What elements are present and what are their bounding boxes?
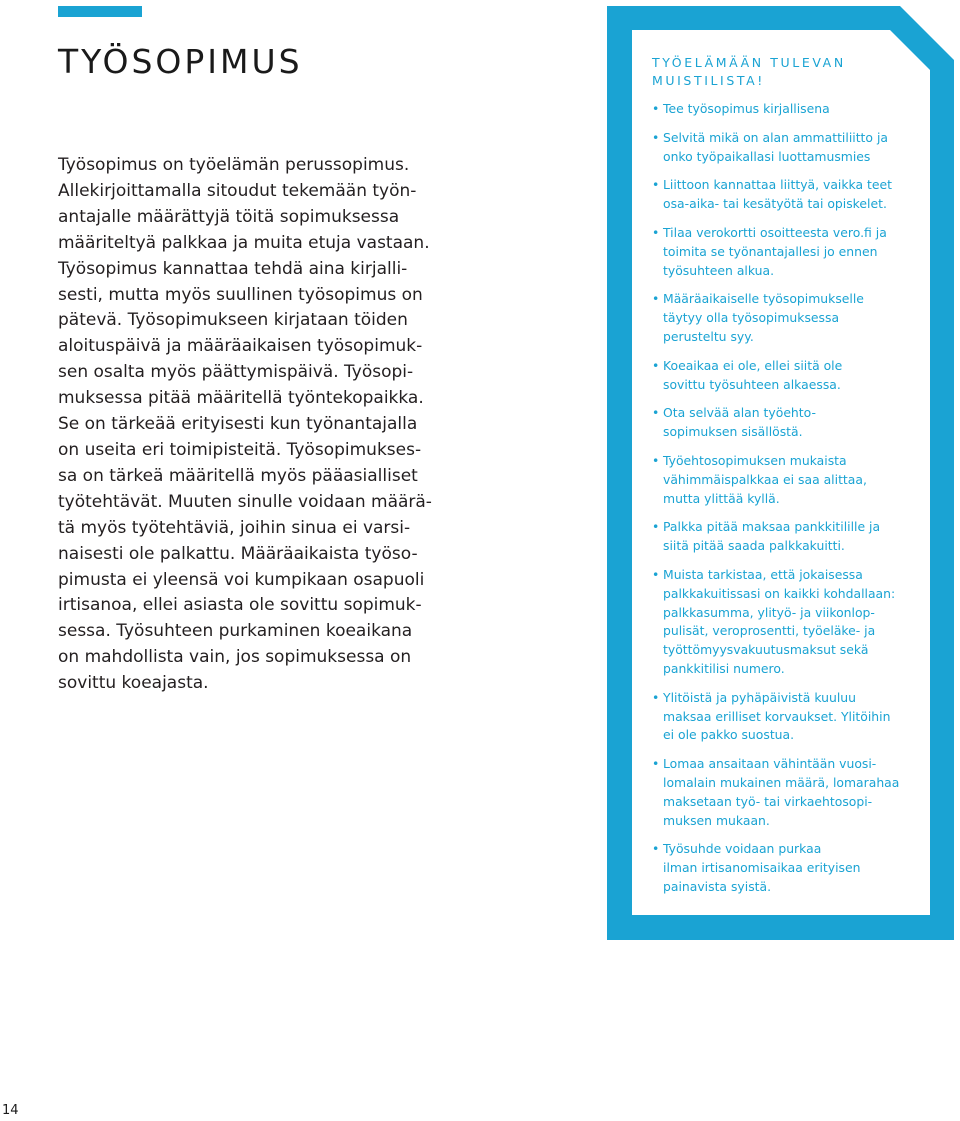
- body-paragraph: Työsopimus on työelämän perussopimus. Allekirjoittamalla sitoudut tekemään työn- antajalle määrättyjä töitä sopimuksessa määriteltyä palkkaa ja muita etuja vastaan. Työsopimus kannattaa tehdä aina kirjalli- sesti, mutta myös suullinen työsopimus on pätevä. Työsopimukseen kirjataan töiden aloituspäivä ja määräaikaisen työsopimuk- sen osalta myös päättymispäivä. Työsopi- muksessa pitää määritellä työntekopaikka. Se on tärkeää erityisesti kun työnantajalla on useita eri toimipisteitä. Työsopimukses- sa on tärkeä määritellä myös pääasialliset työtehtävät. Muuten sinulle voidaan määrä- tä myös työtehtäviä, joihin sinua ei varsi- naisesti ole palkattu. Määräaikaista työso- pimusta ei yleensä voi kumpikaan osapuoli irtisanoa, ellei asiasta ole sovittu sopimuk- sessa. Työsuhteen purkaminen koeaikana on mahdollista vain, jos sopimuksessa on sovittu koeajasta.: [58, 155, 432, 694]
- checklist-item-text: Työsuhde voidaan purkaa ilman irtisanomisaikaa erityisen painavista syistä.: [663, 841, 861, 894]
- checklist-item-text: Tilaa verokortti osoitteesta vero.fi ja toimita se työnantajallesi jo ennen työsuhteen alkua.: [663, 224, 887, 278]
- bullet-icon: •: [652, 357, 660, 373]
- bullet-icon: •: [652, 452, 660, 468]
- checklist-item-text: Koeaikaa ei ole, ellei siitä ole sovittu työsuhteen alkaessa.: [663, 357, 843, 392]
- checklist-item: [652, 176, 912, 214]
- checklist-item: [652, 129, 912, 167]
- title-accent-bar: [58, 6, 142, 17]
- checklist-item: [652, 755, 912, 830]
- checklist-item-text: Ota selvää alan työehto- sopimuksen sisällöstä.: [663, 405, 816, 440]
- checklist-item: [652, 357, 912, 395]
- bullet-icon: •: [652, 689, 660, 705]
- checklist-item-text: Palkka pitää maksaa pankkitilille ja siitä pitää saada palkkakuitti.: [663, 519, 881, 554]
- bullet-icon: •: [652, 519, 660, 535]
- bullet-icon: •: [652, 405, 660, 421]
- bullet-icon: •: [652, 177, 660, 193]
- checklist-item-text: Ylitöistä ja pyhäpäivistä kuuluu maksaa erilliset korvaukset. Ylitöihin ei ole pakko suostua.: [663, 689, 891, 743]
- checklist-item: [652, 840, 912, 896]
- checklist-item-text: Liittoon kannattaa liittyä, vaikka teet osa-aika- tai kesätyötä tai opiskelet.: [663, 177, 892, 212]
- bullet-icon: •: [652, 129, 660, 145]
- page-number: 14: [2, 1103, 19, 1118]
- checklist-item: [652, 518, 912, 556]
- checklist-item: [652, 224, 912, 280]
- checklist-item-text: Selvitä mikä on alan ammattiliitto ja onko työpaikallasi luottamusmies: [663, 129, 888, 164]
- bullet-icon: •: [652, 224, 660, 240]
- checklist-item-text: Muista tarkistaa, että jokaisessa palkkakuitissasi on kaikki kohdallaan: palkkasumma, ylityö- ja viikonlop- pulisät, veroprosentti, työeläke- ja työttömyysvakuutusmaksut sekä pankkitilisi numero.: [663, 566, 896, 676]
- bullet-icon: •: [652, 841, 660, 857]
- checklist: [652, 100, 912, 907]
- checklist-item: [652, 452, 912, 508]
- checklist-item-text: Tee työsopimus kirjallisena: [663, 101, 830, 116]
- bullet-icon: •: [652, 101, 660, 116]
- checklist-item: [652, 566, 912, 679]
- bullet-icon: •: [652, 756, 660, 772]
- checklist-item: [652, 290, 912, 346]
- checklist-item-text: Työehtosopimuksen mukaista vähimmäispalkkaa ei saa alittaa, mutta ylittää kyllä.: [663, 452, 867, 506]
- checklist-item-text: Lomaa ansaitaan vähintään vuosi- lomalain mukainen määrä, lomarahaa maksetaan työ- tai virkaehtosopi- muksen mukaan.: [663, 756, 900, 828]
- checklist-item: [652, 404, 912, 442]
- checklist-item-text: Määräaikaiselle työsopimukselle täytyy olla työsopimuksessa perusteltu syy.: [663, 291, 864, 344]
- checklist-heading: TYÖELÄMÄÄN TULEVAN MUISTILISTA!: [652, 55, 846, 88]
- checklist-item: [652, 689, 912, 745]
- bullet-icon: •: [652, 566, 660, 582]
- page-title: TYÖSOPIMUS: [58, 42, 303, 81]
- checklist-item: [652, 100, 912, 119]
- bullet-icon: •: [652, 291, 660, 307]
